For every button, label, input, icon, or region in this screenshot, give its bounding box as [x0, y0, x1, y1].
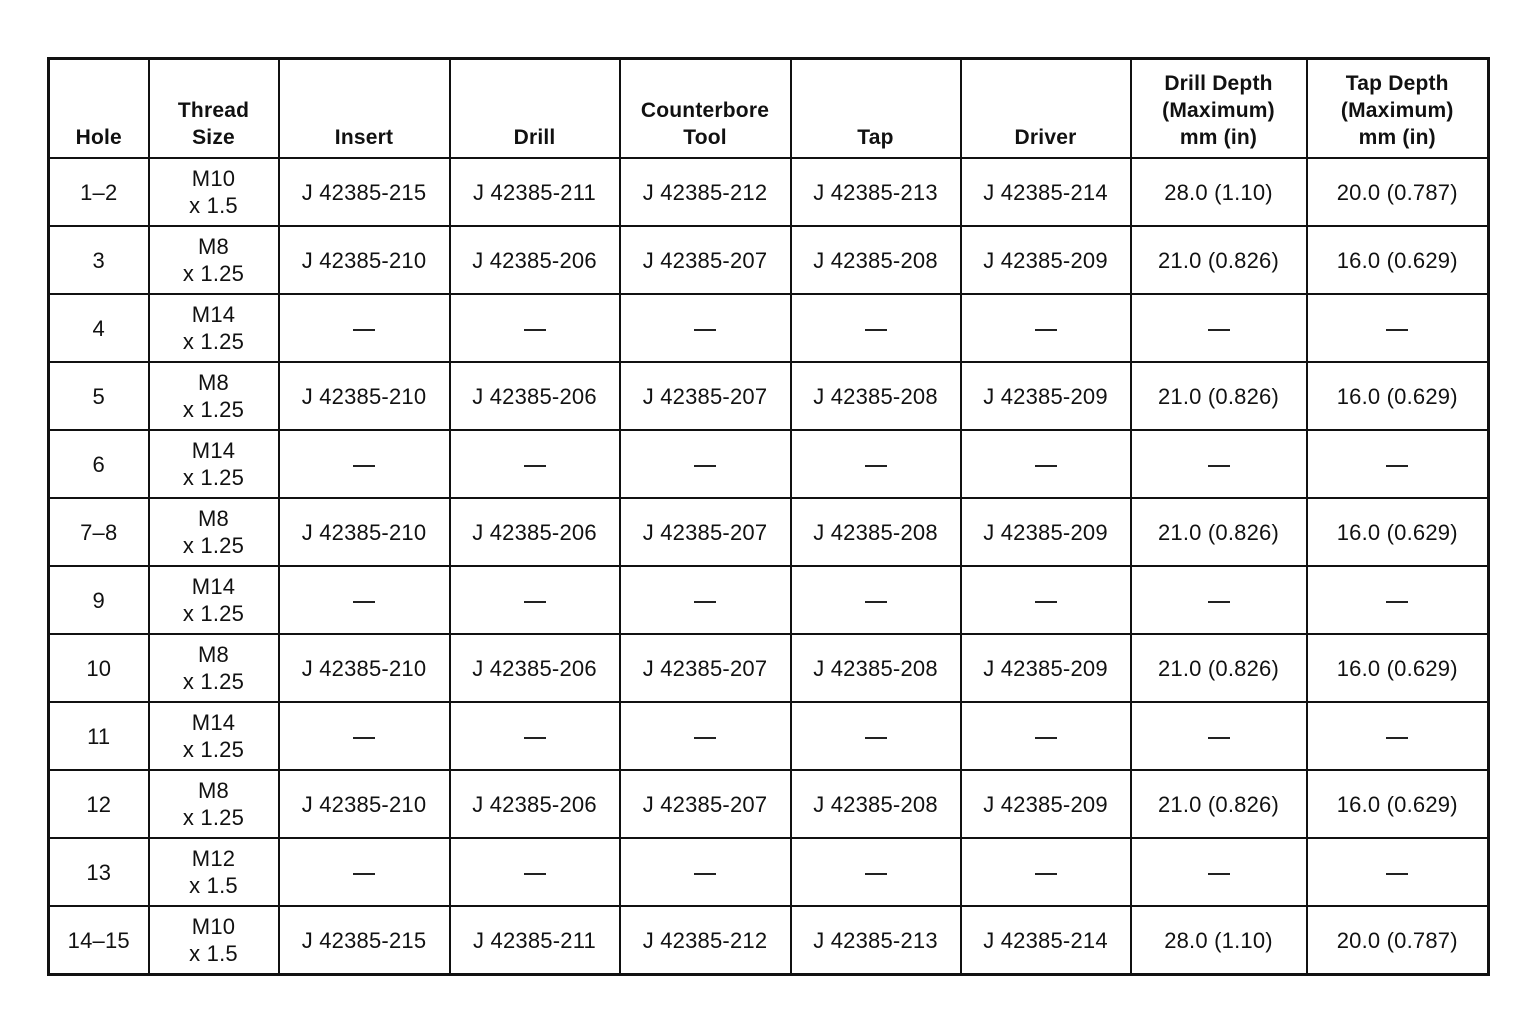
table-row [49, 294, 1489, 362]
drill-depth-cell: 21.0 (0.826) [1131, 498, 1307, 566]
empty-dash [1035, 329, 1057, 331]
drill-cell [450, 294, 620, 362]
drill-cell [450, 702, 620, 770]
hole-cell: 14–15 [49, 906, 149, 975]
drill-depth-cell: 21.0 (0.826) [1131, 226, 1307, 294]
thread-size-cell [149, 906, 279, 975]
empty-dash [694, 465, 716, 467]
table-row [49, 838, 1489, 906]
counterbore-tool-cell: J 42385-212 [620, 906, 791, 975]
drill-depth-cell: 21.0 (0.826) [1131, 362, 1307, 430]
counterbore-tool-cell [620, 294, 791, 362]
counterbore-tool-cell [620, 430, 791, 498]
tap-depth-cell: 16.0 (0.629) [1307, 362, 1489, 430]
driver-cell: J 42385-214 [961, 158, 1131, 226]
hole-cell: 4 [49, 294, 149, 362]
drill-depth-cell: 21.0 (0.826) [1131, 634, 1307, 702]
hole-cell: 13 [49, 838, 149, 906]
header-thread-line: Size [192, 126, 235, 149]
empty-dash [353, 465, 375, 467]
table-row [49, 498, 1489, 566]
header-tap-depth-line: mm (in) [1358, 126, 1436, 149]
insert-cell: J 42385-210 [279, 634, 450, 702]
drill-depth-cell: 28.0 (1.10) [1131, 906, 1307, 975]
thread-size-line: M8 [198, 642, 229, 667]
thread-size-line: x 1.5 [189, 873, 238, 898]
counterbore-tool-cell [620, 566, 791, 634]
thread-size-line: x 1.25 [182, 533, 245, 558]
header-tap-depth-line: Tap Depth [1345, 72, 1449, 95]
empty-dash [1035, 873, 1057, 875]
table-row [49, 226, 1489, 294]
tap-depth-cell: 20.0 (0.787) [1307, 158, 1489, 226]
tap-cell: J 42385-208 [791, 226, 961, 294]
counterbore-tool-cell [620, 838, 791, 906]
tap-cell: J 42385-208 [791, 362, 961, 430]
driver-cell [961, 566, 1131, 634]
tap-cell: J 42385-213 [791, 906, 961, 975]
table-row [49, 362, 1489, 430]
thread-size-line: x 1.5 [189, 941, 238, 966]
thread-size-line: M8 [198, 370, 229, 395]
thread-size-cell [149, 498, 279, 566]
counterbore-tool-cell: J 42385-207 [620, 226, 791, 294]
hole-cell: 1–2 [49, 158, 149, 226]
empty-dash [353, 737, 375, 739]
driver-cell [961, 430, 1131, 498]
thread-size-cell [149, 702, 279, 770]
header-drill [450, 59, 620, 159]
drill-cell [450, 430, 620, 498]
table-header [49, 59, 1489, 159]
tap-depth-cell [1307, 294, 1489, 362]
thread-size-cell [149, 226, 279, 294]
header-thread [149, 59, 279, 159]
tap-cell: J 42385-208 [791, 498, 961, 566]
tap-depth-cell [1307, 566, 1489, 634]
drill-cell: J 42385-211 [450, 906, 620, 975]
header-hole-line: Hole [75, 126, 122, 149]
thread-size-line: M14 [191, 302, 236, 327]
tap-cell [791, 838, 961, 906]
header-drill-depth-line: Drill Depth [1164, 72, 1273, 95]
tap-depth-cell: 20.0 (0.787) [1307, 906, 1489, 975]
hole-cell: 3 [49, 226, 149, 294]
thread-size-line: x 1.25 [182, 397, 245, 422]
insert-cell: J 42385-210 [279, 362, 450, 430]
table-row [49, 906, 1489, 975]
empty-dash [1386, 873, 1408, 875]
tap-depth-cell: 16.0 (0.629) [1307, 226, 1489, 294]
thread-size-line: x 1.5 [189, 193, 238, 218]
empty-dash [865, 601, 887, 603]
table-row [49, 566, 1489, 634]
empty-dash [1386, 601, 1408, 603]
header-hole [49, 59, 149, 159]
empty-dash [865, 329, 887, 331]
thread-size-line: M14 [191, 438, 236, 463]
hole-cell: 5 [49, 362, 149, 430]
driver-cell: J 42385-214 [961, 906, 1131, 975]
thread-size-line: M8 [198, 234, 229, 259]
insert-cell [279, 702, 450, 770]
thread-size-line: M10 [191, 914, 236, 939]
empty-dash [524, 465, 546, 467]
header-drill-depth-line: (Maximum) [1162, 99, 1275, 122]
header-counterbore-line: Tool [683, 126, 727, 149]
empty-dash [353, 873, 375, 875]
thread-size-cell [149, 838, 279, 906]
tap-cell: J 42385-208 [791, 770, 961, 838]
driver-cell [961, 702, 1131, 770]
empty-dash [353, 329, 375, 331]
thread-size-line: x 1.25 [182, 669, 245, 694]
header-counterbore-line: Counterbore [640, 99, 770, 122]
drill-depth-cell: 21.0 (0.826) [1131, 770, 1307, 838]
insert-cell [279, 294, 450, 362]
drill-depth-cell [1131, 566, 1307, 634]
table-row [49, 770, 1489, 838]
driver-cell: J 42385-209 [961, 362, 1131, 430]
tap-cell [791, 566, 961, 634]
counterbore-tool-cell: J 42385-207 [620, 362, 791, 430]
empty-dash [1386, 737, 1408, 739]
header-thread-line: Thread [177, 99, 250, 122]
empty-dash [1208, 873, 1230, 875]
empty-dash [1386, 465, 1408, 467]
thread-size-line: x 1.25 [182, 805, 245, 830]
drill-depth-cell [1131, 294, 1307, 362]
hole-cell: 11 [49, 702, 149, 770]
table-body [49, 158, 1489, 975]
empty-dash [1208, 737, 1230, 739]
drill-cell: J 42385-206 [450, 226, 620, 294]
empty-dash [694, 873, 716, 875]
table-row [49, 158, 1489, 226]
insert-cell: J 42385-215 [279, 158, 450, 226]
empty-dash [1035, 737, 1057, 739]
drill-cell: J 42385-206 [450, 362, 620, 430]
thread-size-line: x 1.25 [182, 737, 245, 762]
thread-size-line: M14 [191, 574, 236, 599]
table-row [49, 702, 1489, 770]
table-row [49, 634, 1489, 702]
tap-cell [791, 702, 961, 770]
header-tap-depth [1307, 59, 1489, 159]
driver-cell: J 42385-209 [961, 226, 1131, 294]
thread-size-line: x 1.25 [182, 465, 245, 490]
header-insert [279, 59, 450, 159]
thread-size-line: x 1.25 [182, 261, 245, 286]
empty-dash [694, 737, 716, 739]
tap-depth-cell: 16.0 (0.629) [1307, 770, 1489, 838]
thread-size-cell [149, 566, 279, 634]
tap-depth-cell [1307, 838, 1489, 906]
thread-size-line: M8 [198, 506, 229, 531]
tap-cell: J 42385-208 [791, 634, 961, 702]
thread-size-line: x 1.25 [182, 329, 245, 354]
empty-dash [353, 601, 375, 603]
tap-depth-cell: 16.0 (0.629) [1307, 634, 1489, 702]
empty-dash [694, 329, 716, 331]
hole-cell: 9 [49, 566, 149, 634]
counterbore-tool-cell: J 42385-207 [620, 498, 791, 566]
thread-size-cell [149, 362, 279, 430]
drill-cell [450, 566, 620, 634]
empty-dash [524, 329, 546, 331]
empty-dash [1035, 465, 1057, 467]
counterbore-tool-cell: J 42385-207 [620, 634, 791, 702]
drill-cell: J 42385-206 [450, 634, 620, 702]
insert-cell [279, 838, 450, 906]
thread-size-cell [149, 430, 279, 498]
empty-dash [1208, 329, 1230, 331]
drill-cell: J 42385-206 [450, 498, 620, 566]
header-drill-depth-line: mm (in) [1179, 126, 1258, 149]
empty-dash [694, 601, 716, 603]
insert-cell [279, 430, 450, 498]
counterbore-tool-cell: J 42385-212 [620, 158, 791, 226]
header-tap-depth-line: (Maximum) [1340, 99, 1454, 122]
tap-cell: J 42385-213 [791, 158, 961, 226]
tap-depth-cell [1307, 430, 1489, 498]
header-drill-line: Drill [513, 126, 556, 149]
hole-cell: 12 [49, 770, 149, 838]
empty-dash [865, 465, 887, 467]
insert-cell: J 42385-210 [279, 498, 450, 566]
thread-size-cell [149, 294, 279, 362]
hole-cell: 7–8 [49, 498, 149, 566]
empty-dash [524, 737, 546, 739]
insert-cell: J 42385-215 [279, 906, 450, 975]
empty-dash [1035, 601, 1057, 603]
header-tap [791, 59, 961, 159]
insert-cell: J 42385-210 [279, 226, 450, 294]
thread-size-cell [149, 634, 279, 702]
header-driver [961, 59, 1131, 159]
driver-cell: J 42385-209 [961, 634, 1131, 702]
insert-cell [279, 566, 450, 634]
thread-size-line: M10 [191, 166, 236, 191]
empty-dash [1386, 329, 1408, 331]
table-row [49, 430, 1489, 498]
empty-dash [1208, 465, 1230, 467]
drill-depth-cell [1131, 838, 1307, 906]
tap-cell [791, 294, 961, 362]
counterbore-tool-cell [620, 702, 791, 770]
drill-cell [450, 838, 620, 906]
driver-cell: J 42385-209 [961, 498, 1131, 566]
driver-cell [961, 294, 1131, 362]
header-driver-line: Driver [1014, 126, 1077, 149]
drill-depth-cell: 28.0 (1.10) [1131, 158, 1307, 226]
empty-dash [1208, 601, 1230, 603]
drill-depth-cell [1131, 430, 1307, 498]
header-row [49, 59, 1489, 159]
counterbore-tool-cell: J 42385-207 [620, 770, 791, 838]
header-drill-depth [1131, 59, 1307, 159]
empty-dash [865, 873, 887, 875]
header-tap-line: Tap [857, 126, 894, 149]
thread-size-line: M8 [198, 778, 229, 803]
hole-cell: 10 [49, 634, 149, 702]
thread-size-line: M12 [191, 846, 236, 871]
tap-depth-cell: 16.0 (0.629) [1307, 498, 1489, 566]
empty-dash [524, 873, 546, 875]
tool-spec-table [47, 57, 1490, 976]
drill-depth-cell [1131, 702, 1307, 770]
empty-dash [865, 737, 887, 739]
thread-size-line: M14 [191, 710, 236, 735]
insert-cell: J 42385-210 [279, 770, 450, 838]
header-insert-line: Insert [334, 126, 394, 149]
thread-size-cell [149, 158, 279, 226]
thread-size-cell [149, 770, 279, 838]
tap-depth-cell [1307, 702, 1489, 770]
hole-cell: 6 [49, 430, 149, 498]
drill-cell: J 42385-211 [450, 158, 620, 226]
drill-cell: J 42385-206 [450, 770, 620, 838]
tap-cell [791, 430, 961, 498]
thread-size-line: x 1.25 [182, 601, 245, 626]
driver-cell [961, 838, 1131, 906]
empty-dash [524, 601, 546, 603]
driver-cell: J 42385-209 [961, 770, 1131, 838]
header-counterbore [620, 59, 791, 159]
